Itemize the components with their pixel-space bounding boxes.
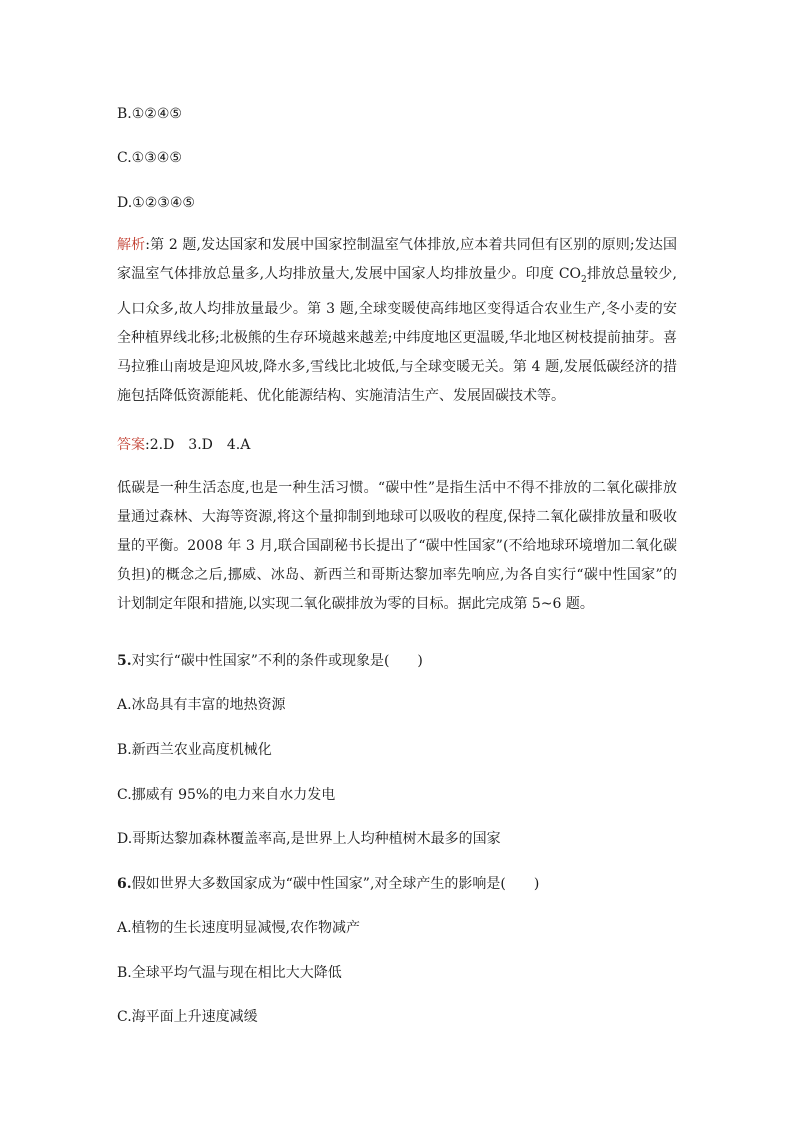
question-6: [117, 874, 539, 894]
answer-text: 2.D 3.D 4.A: [149, 437, 251, 453]
prev-option-b: B.①②④⑤: [117, 106, 182, 122]
analysis-colon: :: [145, 237, 150, 253]
question-6-option-b: B.全球平均气温与现在相比大大降低: [117, 965, 342, 981]
question-5-option-d: D.哥斯达黎加森林覆盖率高,是世界上人均种植树木最多的国家: [117, 831, 501, 847]
answer-label: 答案: [117, 437, 145, 453]
question-6-number: 6.: [117, 876, 132, 892]
prev-option-c: C.①③④⑤: [117, 150, 182, 166]
question-5-option-b: B.新西兰农业高度机械化: [117, 742, 272, 758]
analysis-text-part1: 第 2 题,发达国家和发展中国家控制温室气体排放,应本着共同但有区别的原则;发达国家温室气体排放总量多,人均排放量大,发展中国家人均排放量少。印度 CO: [117, 237, 677, 282]
analysis-label: 解析: [117, 237, 146, 253]
analysis-subscript: 2: [581, 274, 587, 285]
question-6-stem: 假如世界大多数国家成为“碳中性国家”,对全球产生的影响是( ): [131, 876, 540, 892]
question-5: [117, 651, 423, 671]
answer-colon: :: [145, 437, 150, 453]
question-5-option-c: C.挪威有 95%的电力来自水力发电: [117, 787, 336, 803]
analysis-paragraph: [117, 231, 677, 411]
question-6-option-a: A.植物的生长速度明显减慢,农作物减产: [117, 920, 361, 936]
question-5-stem: 对实行“碳中性国家”不利的条件或现象是( ): [131, 653, 423, 669]
answer-line: [117, 435, 250, 455]
question-5-number: 5.: [117, 653, 132, 669]
prev-option-d: D.①②③④⑤: [117, 195, 195, 211]
analysis-text-part2: 排放总量较少,人口众多,故人均排放量最少。第 3 题,全球变暖使高纬地区变得适合农业生产,冬小麦的安全种植界线北移;北极熊的生存环境越来越差;中纬度地区更温暖,华北地区树枝提前抽芽。喜马拉雅山南坡是迎风坡,降水多,雪线比北坡低,与全球变暖无关。第 4 题,发展低碳经济的措施包括降低资源能耗、优化能源结构、实施清洁生产、发展固碳技术等。: [117, 266, 677, 404]
question-6-option-c: C.海平面上升速度减缓: [117, 1009, 258, 1025]
passage-paragraph: 低碳是一种生活态度,也是一种生活习惯。“碳中性”是指生活中不得不排放的二氧化碳排放量通过森林、大海等资源,将这个量抑制到地球可以吸收的程度,保持二氧化碳排放量和吸收量的平衡。2008 年 3 月,联合国副秘书长提出了“碳中性国家”(不给地球环境增加二氧化碳负担)的概念之后,挪威、冰岛、新西兰和哥斯达黎加率先响应,为各自实行“碳中性国家”的计划制定年限和措施,以实现二氧化碳排放为零的目标。据此完成第 5~6 题。: [117, 480, 677, 612]
question-5-option-a: A.冰岛具有丰富的地热资源: [117, 697, 286, 713]
